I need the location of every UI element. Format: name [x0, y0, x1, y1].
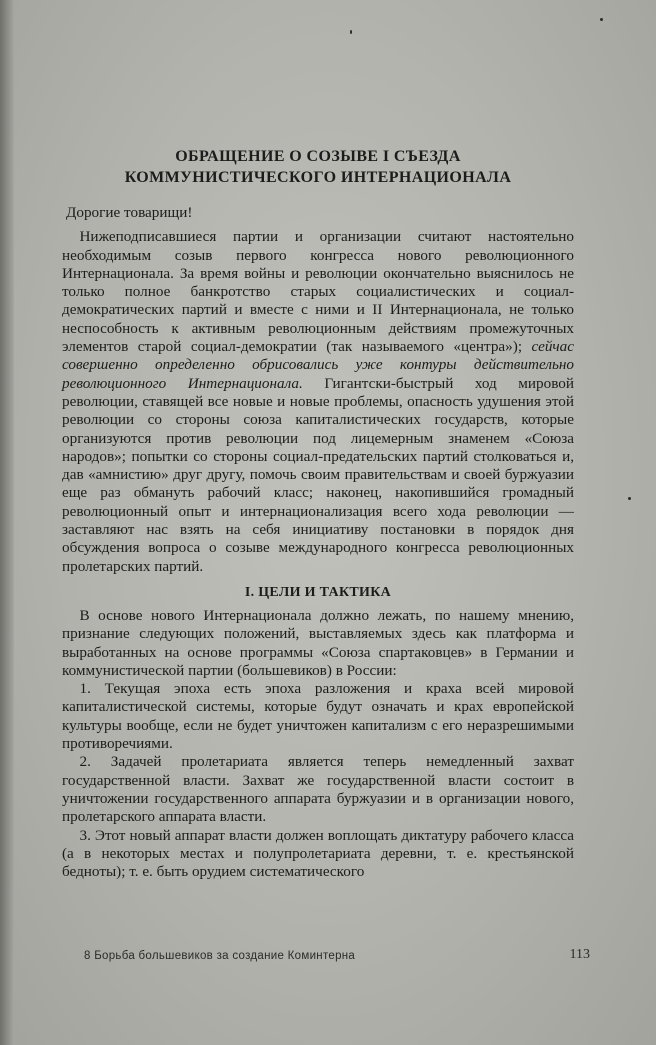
printer-signature: 8 Борьба большевиков за создание Коминтерна: [84, 950, 356, 962]
print-speck: [628, 497, 631, 500]
title-line-2: КОММУНИСТИЧЕСКОГО ИНТЕРНАЦИОНАЛА: [124, 169, 512, 186]
page-text-block: [62, 140, 574, 881]
point-1: 1. Текущая эпоха есть эпоха разложения и краха всей мировой капиталистической системы, которые будут означать и крах европейской культуры вообще, если не будет уничтожен капитализм с его неразрешимыми противоречиями.: [62, 680, 574, 753]
print-speck: [350, 30, 352, 34]
point-2: 2. Задачей пролетариата является теперь немедленный захват государственной власти. Захват же государственной власти состоит в уничтожении государственного аппарата буржуазии и в организации нового, пролетарского аппарата власти.: [62, 753, 574, 826]
document-title: [62, 146, 574, 188]
section-heading: I. ЦЕЛИ И ТАКТИКА: [244, 584, 392, 600]
section-intro-paragraph: В основе нового Интернационала должно лежать, по нашему мнению, признание следующих положений, выставляемых здесь как платформа и выработанных на основе программы «Союза спартаковцев» в Германии и коммунистической партии (большевиков) в России:: [62, 606, 574, 679]
print-speck: [600, 18, 603, 21]
page-number: 113: [569, 947, 590, 962]
intro-paragraph: [62, 228, 574, 576]
title-line-1: ОБРАЩЕНИЕ О СОЗЫВЕ I СЪЕЗДА: [175, 148, 461, 165]
greeting: Дорогие товарищи!: [66, 204, 193, 221]
point-3: 3. Этот новый аппарат власти должен воплощать диктатуру рабочего класса (а в некоторых местах и полупролетариата деревни, т. е. крестьянской бедноты); т. е. быть орудием систематического: [62, 826, 574, 881]
intro-text-a: Нижеподписавшиеся партии и организации считают настоятельно необходимым созыв первого конгресса нового революционного Интернационала. За время войны и революции окончательно выяснилось не только полное банкротство старых социалистических и социал-демократических партий и вместе с ними и II Интернационала, не только неспособность к активным революционным действиям промежуточных элементов старой социал-демократии (так называемого «центра»);: [62, 228, 574, 356]
book-spine-shadow: [0, 0, 14, 1045]
intro-text-italic: сейчас совершенно определенно обрисовались уже контуры действительно революционного Интернационала.: [62, 338, 574, 392]
intro-text-b: Гигантски-быстрый ход мировой революции, ставящей все новые и новые проблемы, опасность удушения этой революции со стороны союза капиталистических государств, которые организуются против революции под лицемерным знаменем «Союза народов»; попытки со стороны социал-предательских партий столковаться и, дав «амнистию» друг другу, помочь своим правительствам и своей буржуазии еще раз обмануть рабочий класс; наконец, накопившийся громадный революционный опыт и интернационализация всего хода революции — заставляют нас взять на себя инициативу постановки в порядок дня обсуждения вопроса о созыве международного конгресса революционных пролетарских партий.: [62, 374, 574, 575]
